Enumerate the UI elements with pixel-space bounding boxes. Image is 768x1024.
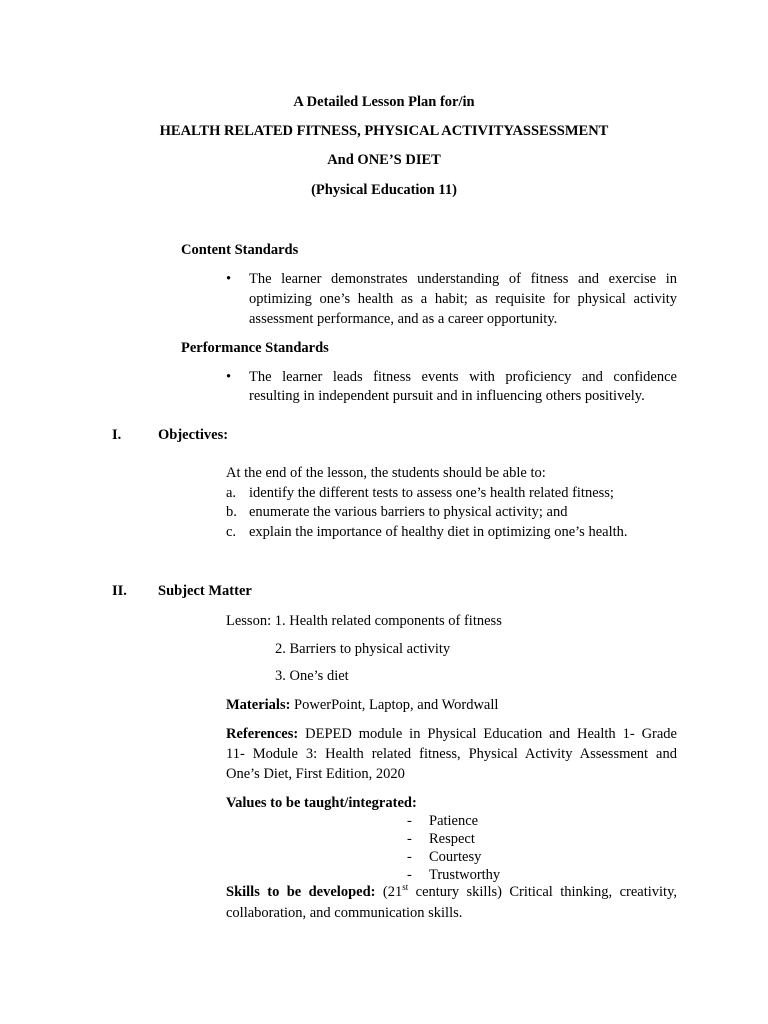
document-subject: (Physical Education 11) xyxy=(311,182,457,198)
values-heading: Values to be taught/integrated: xyxy=(226,795,417,811)
skills-superscript: st xyxy=(402,882,409,893)
references-line xyxy=(226,726,677,743)
skills-text: century skills) Critical thinking, creativity, xyxy=(408,884,678,900)
references-text: DEPED module in Physical Education and Health 1- Grade xyxy=(298,726,677,742)
value-item: Trustworthy xyxy=(429,867,501,883)
document-title: A Detailed Lesson Plan for/in xyxy=(293,94,475,110)
content-standards-line: The learner demonstrates understanding of fitness and exercise in xyxy=(249,271,677,287)
references-text: One’s Diet, First Edition, 2020 xyxy=(226,766,405,782)
materials-line xyxy=(226,697,498,714)
content-standards-line: assessment performance, and as a career opportunity. xyxy=(249,311,558,327)
objective-letter: b. xyxy=(226,504,237,520)
objective-text: enumerate the various barriers to physical activity; and xyxy=(249,504,568,520)
section-numeral: I. xyxy=(112,427,122,443)
value-item: Courtesy xyxy=(429,849,482,865)
lesson-item: 2. Barriers to physical activity xyxy=(275,641,451,657)
value-item: Patience xyxy=(429,813,479,829)
dash-icon: - xyxy=(407,831,412,847)
references-text: 11- Module 3: Health related fitness, Physical Activity Assessment and xyxy=(226,746,677,762)
skills-text: (21 xyxy=(375,884,403,900)
skills-line xyxy=(226,884,677,901)
objective-text: explain the importance of healthy diet in optimizing one’s health. xyxy=(249,524,628,540)
section-numeral: II. xyxy=(112,583,127,599)
materials-text: PowerPoint, Laptop, and Wordwall xyxy=(290,697,499,713)
objective-text: identify the different tests to assess one’s health related fitness; xyxy=(249,485,614,501)
bullet-icon: • xyxy=(226,369,232,385)
skills-label: Skills to be developed: xyxy=(226,884,376,900)
dash-icon: - xyxy=(407,867,412,883)
document-subtitle: HEALTH RELATED FITNESS, PHYSICAL ACTIVITYASSESSMENT xyxy=(159,123,609,139)
lesson-label: Lesson: xyxy=(226,613,275,629)
lesson-line xyxy=(226,613,502,630)
document-subtitle-2: And ONE’S DIET xyxy=(327,152,441,168)
bullet-icon: • xyxy=(226,271,232,287)
value-item: Respect xyxy=(429,831,475,847)
performance-standards-line: The learner leads fitness events with proficiency and confidence xyxy=(249,369,677,385)
skills-text: collaboration, and communication skills. xyxy=(226,905,463,921)
references-label: References: xyxy=(226,726,299,742)
content-standards-heading: Content Standards xyxy=(181,242,299,258)
dash-icon: - xyxy=(407,813,412,829)
objective-letter: c. xyxy=(226,524,237,540)
performance-standards-heading: Performance Standards xyxy=(181,340,329,356)
objectives-intro: At the end of the lesson, the students should be able to: xyxy=(226,465,546,481)
materials-label: Materials: xyxy=(226,697,291,713)
lesson-item: 1. Health related components of fitness xyxy=(274,613,502,629)
objective-letter: a. xyxy=(226,485,237,501)
objectives-heading: Objectives: xyxy=(158,427,229,443)
performance-standards-line: resulting in independent pursuit and in influencing others positively. xyxy=(249,388,645,404)
dash-icon: - xyxy=(407,849,412,865)
content-standards-line: optimizing one’s health as a habit; as requisite for physical activity xyxy=(249,291,677,307)
subject-matter-heading: Subject Matter xyxy=(158,583,252,599)
lesson-item: 3. One’s diet xyxy=(275,668,349,684)
